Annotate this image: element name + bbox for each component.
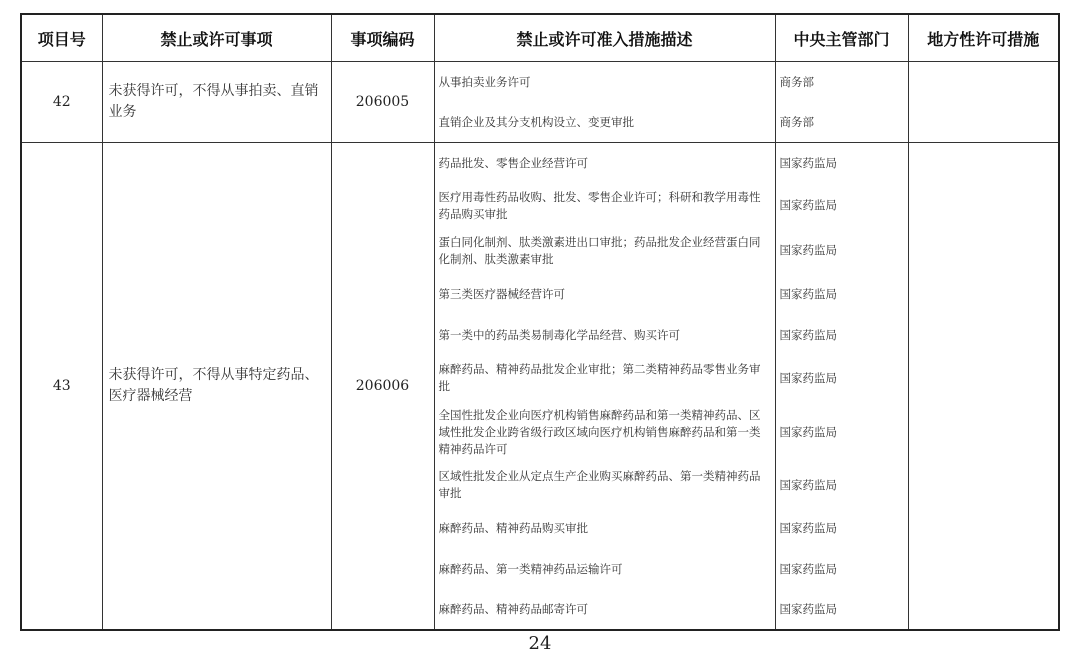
regulation-table <box>20 13 1060 631</box>
measure-item: 第一类中的药品类易制毒化学品经营、购买许可 <box>438 327 680 342</box>
measure-item: 第三类医疗器械经营许可 <box>438 286 565 301</box>
measure-item: 区域性批发企业从定点生产企业购买麻醉药品、第一类精神药品审批 <box>438 469 761 500</box>
measure-list <box>434 143 775 631</box>
header-central-department: 中央主管部门 <box>775 14 908 62</box>
department-item: 国家药监局 <box>779 561 837 576</box>
header-measure-description: 禁止或许可准入措施描述 <box>434 14 775 62</box>
measure-item: 麻醉药品、精神药品邮寄许可 <box>438 601 588 616</box>
item-description: 未获得许可，不得从事特定药品、医疗器械经营 <box>102 143 331 631</box>
department-item: 国家药监局 <box>779 477 837 492</box>
local-measure-cell <box>908 62 1059 143</box>
department-list <box>775 62 908 143</box>
department-item: 商务部 <box>779 114 814 129</box>
header-local-measures: 地方性许可措施 <box>908 14 1059 62</box>
department-item: 国家药监局 <box>779 370 837 385</box>
measure-item: 麻醉药品、精神药品购买审批 <box>438 520 588 535</box>
measure-item: 药品批发、零售企业经营许可 <box>438 155 588 170</box>
measure-item: 直销企业及其分支机构设立、变更审批 <box>438 114 634 129</box>
department-item: 国家药监局 <box>779 155 837 170</box>
item-number: 42 <box>21 62 102 143</box>
item-code: 206006 <box>331 143 434 631</box>
department-item: 国家药监局 <box>779 520 837 535</box>
department-item: 国家药监局 <box>779 198 837 212</box>
item-code: 206005 <box>331 62 434 143</box>
measure-item: 从事拍卖业务许可 <box>438 74 531 89</box>
header-item-no: 项目号 <box>21 14 102 62</box>
header-item-code: 事项编码 <box>331 14 434 62</box>
table-row <box>21 62 1059 143</box>
measure-item: 蛋白同化制剂、肽类激素进出口审批；药品批发企业经营蛋白同化制剂、肽类激素审批 <box>438 234 761 266</box>
department-item: 商务部 <box>779 74 814 89</box>
item-description: 未获得许可，不得从事拍卖、直销业务 <box>102 62 331 143</box>
table-header-row <box>21 14 1059 62</box>
measure-item: 麻醉药品、精神药品批发企业审批；第二类精神药品零售业务审批 <box>438 362 761 393</box>
local-measure-cell <box>908 143 1059 631</box>
department-item: 国家药监局 <box>779 243 837 257</box>
measure-item: 医疗用毒性药品收购、批发、零售企业许可；科研和教学用毒性药品购买审批 <box>438 189 761 221</box>
department-item: 国家药监局 <box>779 424 837 439</box>
header-item-name: 禁止或许可事项 <box>102 14 331 62</box>
page-number: 24 <box>528 633 552 654</box>
department-list <box>775 143 908 631</box>
department-item: 国家药监局 <box>779 327 837 342</box>
measure-item: 全国性批发企业向医疗机构销售麻醉药品和第一类精神药品、区域性批发企业跨省级行政区域向医疗机构销售麻醉药品和第一类精神药品许可 <box>438 407 761 456</box>
department-item: 国家药监局 <box>779 601 837 616</box>
table-row <box>21 143 1059 631</box>
measure-item: 麻醉药品、第一类精神药品运输许可 <box>438 561 623 576</box>
department-item: 国家药监局 <box>779 286 837 301</box>
item-number: 43 <box>21 143 102 631</box>
measure-list <box>434 62 775 143</box>
